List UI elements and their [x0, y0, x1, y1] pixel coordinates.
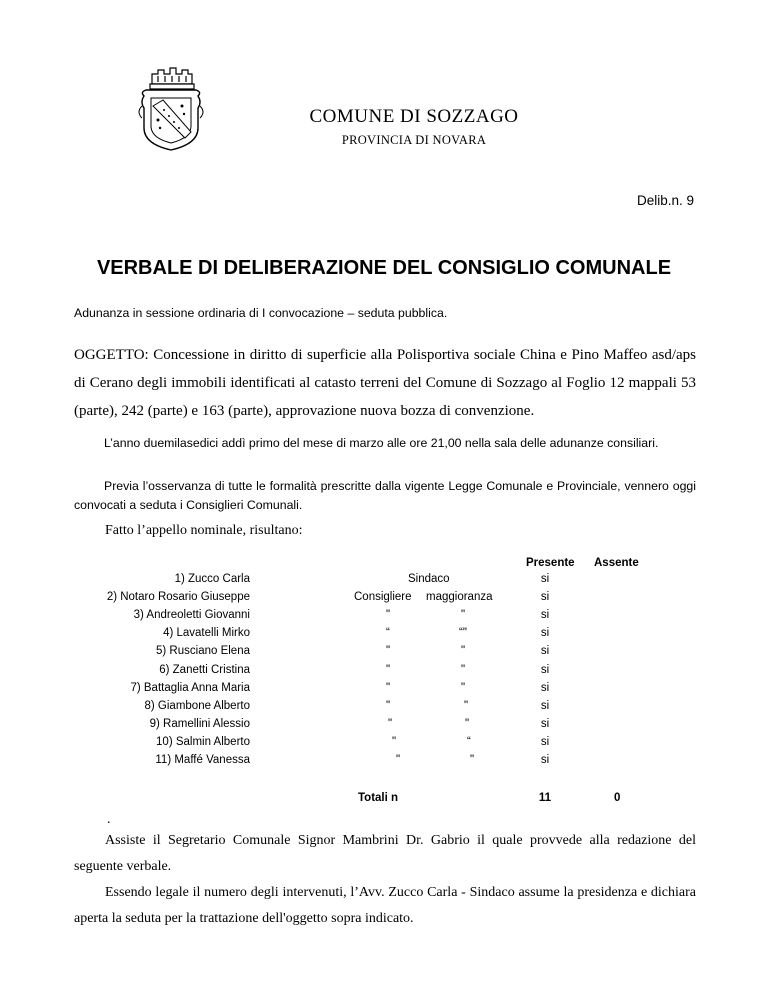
stray-dot: .	[107, 812, 111, 827]
attendee-name: 4) Lavatelli Mirko	[163, 627, 250, 639]
attendee-present: si	[540, 700, 550, 712]
attendee-role: "	[396, 754, 401, 766]
attendee-present: si	[540, 664, 550, 676]
attendee-group: maggioranza	[426, 591, 493, 603]
deliberation-number: Delib.n. 9	[636, 193, 694, 208]
attendee-name: 5) Rusciano Elena	[156, 645, 250, 657]
attendee-role: Sindaco	[408, 573, 450, 585]
attendee-group: "	[461, 682, 466, 694]
attendee-name: 6) Zanetti Cristina	[159, 664, 250, 676]
attendee-present: si	[540, 627, 550, 639]
attendee-group: "	[461, 664, 466, 676]
municipality-name: COMUNE DI SOZZAGO	[309, 106, 519, 127]
attendee-present: si	[540, 754, 550, 766]
subject-paragraph: OGGETTO: Concessione in diritto di superficie alla Polisportiva sociale China e Pino Maffeo asd/aps di Cerano degli immobili identificati al catasto terreni del Comune di Sozzago al Foglio 12 mappali 53 (parte), 242 (parte) e 163 (parte), approvazione nuova bozza di convenzione.	[74, 347, 696, 419]
attendee-present: si	[540, 736, 550, 748]
secretary-paragraph: Assiste il Segretario Comunale Signor Mambrini Dr. Gabrio il quale provvede alla redazione del seguente verbale.	[74, 833, 696, 874]
attendee-group: "	[461, 645, 466, 657]
province-name: PROVINCIA DI NOVARA	[341, 133, 487, 147]
attendee-name: 9) Ramellini Alessio	[149, 718, 250, 730]
date-paragraph: L’anno duemilasedici addì primo del mese di marzo alle ore 21,00 nella sala delle adunanze consiliari.	[104, 436, 659, 450]
attendee-role: "	[386, 700, 391, 712]
attendee-name: 8) Giambone Alberto	[144, 700, 250, 712]
attendee-present: si	[540, 682, 550, 694]
total-absent: 0	[614, 792, 621, 804]
attendee-present: si	[540, 718, 550, 730]
attendee-role: “	[386, 627, 390, 639]
attendee-group: “"	[459, 627, 467, 639]
attendee-role: "	[386, 682, 391, 694]
attendee-group: "	[461, 609, 466, 621]
attendee-role: Consigliere	[354, 591, 412, 603]
attendee-present: si	[540, 645, 550, 657]
attendee-name: 3) Andreoletti Giovanni	[133, 609, 250, 621]
attendee-role: "	[388, 718, 393, 730]
totals-label: Totali n	[358, 792, 399, 804]
attendee-present: si	[540, 609, 550, 621]
header-presente: Presente	[526, 557, 575, 569]
total-present: 11	[538, 792, 552, 804]
document-title: VERBALE DI DELIBERAZIONE DEL CONSIGLIO COMUNALE	[96, 257, 672, 279]
attendee-present: si	[540, 591, 550, 603]
session-type: Adunanza in sessione ordinaria di I convocazione – seduta pubblica.	[74, 306, 448, 320]
attendee-group: "	[465, 718, 470, 730]
convocation-paragraph: Previa l’osservanza di tutte le formalità prescritte dalla vigente Legge Comunale e Provinciale, vennero oggi convocati a seduta i Consiglieri Comunali.	[74, 479, 696, 512]
roll-call-intro: Fatto l’appello nominale, risultano:	[105, 523, 303, 538]
attendee-name: 10) Salmin Alberto	[156, 736, 250, 748]
attendee-name: 7) Battaglia Anna Maria	[130, 682, 250, 694]
attendee-role: "	[392, 736, 397, 748]
attendee-group: “	[467, 736, 471, 748]
header-assente: Assente	[594, 557, 639, 569]
attendee-role: "	[386, 664, 391, 676]
attendee-group: "	[470, 754, 475, 766]
attendee-group: "	[464, 700, 469, 712]
attendee-role: "	[386, 609, 391, 621]
attendee-present: si	[540, 573, 550, 585]
attendee-name: 1) Zucco Carla	[174, 573, 250, 585]
attendee-role: "	[386, 645, 391, 657]
attendee-name: 11) Maffé Vanessa	[155, 754, 250, 766]
attendee-name: 2) Notaro Rosario Giuseppe	[106, 591, 250, 603]
presidency-paragraph: Essendo legale il numero degli intervenuti, l’Avv. Zucco Carla - Sindaco assume la presidenza e dichiara aperta la seduta per la trattazione dell'oggetto sopra indicato.	[74, 885, 696, 926]
